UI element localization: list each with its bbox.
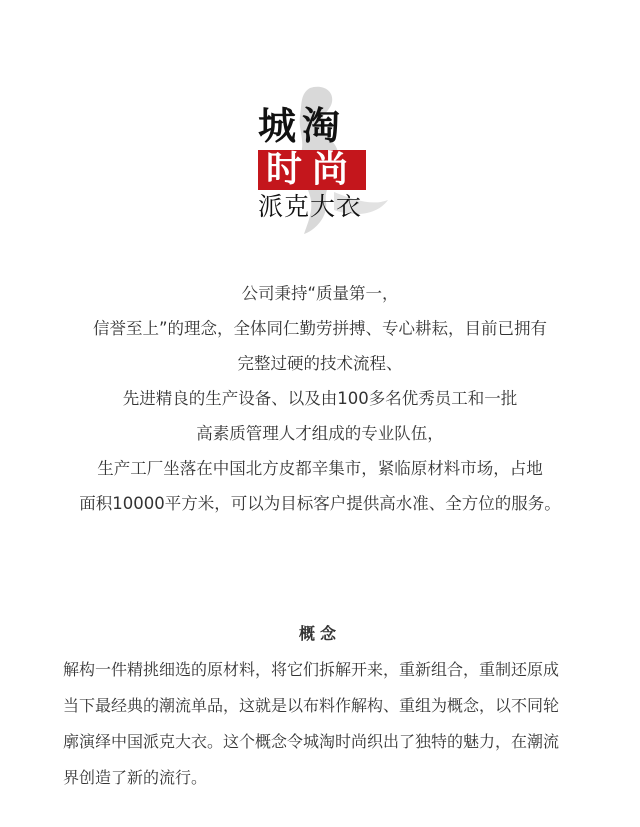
brand-logo (250, 82, 390, 238)
concept-line: 廓演绎中国派克大衣。这个概念令城淘时尚织出了独特的魅力，在潮流 (63, 732, 560, 751)
intro-line: 先进精良的生产设备、以及由100多名优秀员工和一批 (122, 389, 518, 408)
intro-line: 面积10000平方米，可以为目标客户提供高水准、全方位的服务。 (79, 494, 561, 513)
concept-text (63, 652, 583, 796)
logo-text-brand: 城淘 (258, 104, 347, 148)
concept-line: 解构一件精挑细选的原材料，将它们拆解开来，重新组合，重制还原成 (63, 660, 560, 679)
logo-text-product: 派克大衣 (258, 192, 363, 221)
concept-title: 概念 (298, 624, 341, 643)
concept-line: 界创造了新的流行。 (63, 768, 208, 787)
intro-line: 公司秉持“质量第一， (241, 284, 399, 303)
intro-line: 生产工厂坐落在中国北方皮都辛集市，紧临原材料市场，占地 (97, 459, 543, 478)
intro-line: 完整过硬的技术流程、 (237, 354, 403, 373)
intro-line: 高素质管理人才组成的专业队伍， (196, 424, 444, 443)
intro-line: 信誉至上”的理念，全体同仁勤劳拼搏、专心耕耘，目前已拥有 (92, 319, 548, 338)
concept-line: 当下最经典的潮流单品，这就是以布料作解构、重组为概念，以不同轮 (63, 696, 560, 715)
company-intro (0, 276, 640, 521)
logo-text-fashion: 时尚 (265, 149, 358, 190)
